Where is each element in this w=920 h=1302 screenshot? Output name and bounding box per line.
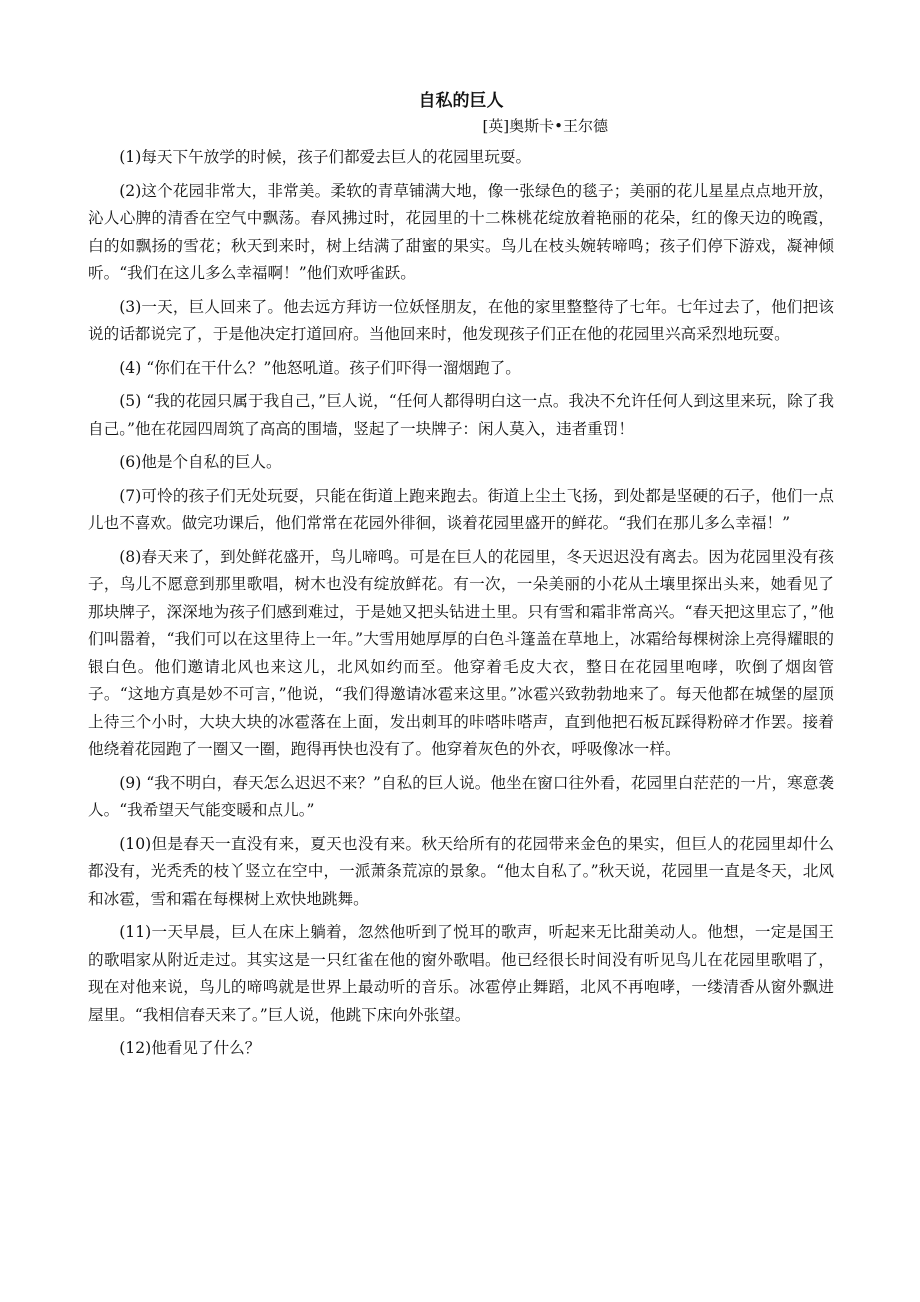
document-title: 自私的巨人 — [418, 91, 504, 111]
paragraph-2: (2)这个花园非常大，非常美。柔软的青草铺满大地，像一张绿色的毯子；美丽的花儿星星点点地开放，沁人心脾的清香在空气中飘荡。春风拂过时，花园里的十二株桃花绽放着艳丽的花朵，红的像天边的晚霞，白的如飘扬的雪花；秋天到来时，树上结满了甜蜜的果实。鸟儿在枝头婉转啼鸣；孩子们停下游戏，凝神倾听。“我们在这儿多么幸福啊！”他们欢呼雀跃。 — [88, 181, 834, 282]
paragraph-5: (5) “我的花园只属于我自己，”巨人说，“任何人都得明白这一点。我决不允许任何人到这里来玩，除了我自己。”他在花园四周筑了高高的围墙，竖起了一块牌子：闲人莫入，违者重罚！ — [88, 392, 834, 438]
paragraph-8: (8)春天来了，到处鲜花盛开，鸟儿啼鸣。可是在巨人的花园里，冬天迟迟没有离去。因为花园里没有孩子，鸟儿不愿意到那里歌唱，树木也没有绽放鲜花。有一次，一朵美丽的小花从土壤里探出头来，她看见了那块牌子，深深地为孩子们感到难过，于是她又把头钻进土里。只有雪和霜非常高兴。“春天把这里忘了，”他们叫嚣着，“我们可以在这里待上一年。”大雪用她厚厚的白色斗篷盖在草地上，冰霜给每棵树涂上亮得耀眼的银白色。他们邀请北风也来这儿，北风如约而至。他穿着毛皮大衣，整日在花园里咆哮，吹倒了烟囱管子。“这地方真是妙不可言，”他说，“我们得邀请冰雹来这里。”冰雹兴致勃勃地来了。每天他都在城堡的屋顶上待三个小时，大块大块的冰雹落在上面，发出刺耳的咔嗒咔嗒声，直到他把石板瓦踩得粉碎才作罢。接着他绕着花园跑了一圈又一圈，跑得再快也没有了。他穿着灰色的外衣，呼吸像冰一样。 — [88, 547, 834, 758]
paragraph-1: (1)每天下午放学的时候，孩子们都爱去巨人的花园里玩耍。 — [119, 148, 532, 166]
paragraph-11: (11)一天早晨，巨人在床上躺着，忽然他听到了悦耳的歌声，听起来无比甜美动人。他想，一定是国王的歌唱家从附近走过。其实这是一只红雀在他的窗外歌唱。他已经很长时间没有听见鸟儿在花园里歌唱了，现在对他来说，鸟儿的啼鸣就是世界上最动听的音乐。冰雹停止舞蹈，北风不再咆哮，一缕清香从窗外飘进屋里。“我相信春天来了。”巨人说，他跳下床向外张望。 — [88, 923, 834, 1024]
paragraph-6: (6)他是个自私的巨人。 — [119, 453, 282, 471]
paragraph-4: (4) “你们在干什么？”他怒吼道。孩子们吓得一溜烟跑了。 — [119, 358, 521, 377]
paragraph-9: (9) “我不明白，春天怎么迟迟不来？”自私的巨人说。他坐在窗口往外看，花园里白茫茫的一片，寒意袭人。“我希望天气能变暖和点儿。” — [88, 773, 834, 819]
document-author: [英]奥斯卡•王尔德 — [482, 117, 608, 135]
paragraph-3: (3)一天，巨人回来了。他去远方拜访一位妖怪朋友，在他的家里整整待了七年。七年过去了，他们把该说的话都说完了，于是他决定打道回府。当他回来时，他发现孩子们正在他的花园里兴高采烈地玩耍。 — [88, 297, 834, 343]
document-page — [88, 88, 834, 1069]
paragraph-7: (7)可怜的孩子们无处玩耍，只能在街道上跑来跑去。街道上尘土飞扬，到处都是坚硬的石子，他们一点儿也不喜欢。做完功课后，他们常常在花园外徘徊，谈着花园里盛开的鲜花。“我们在那儿多么幸福！” — [88, 486, 834, 532]
paragraph-10: (10)但是春天一直没有来，夏天也没有来。秋天给所有的花园带来金色的果实，但巨人的花园里却什么都没有，光秃秃的枝丫竖立在空中，一派萧条荒凉的景象。“他太自私了。”秋天说，花园里一直是冬天，北风和冰雹，雪和霜在每棵树上欢快地跳舞。 — [88, 834, 834, 908]
paragraph-12: (12)他看见了什么？ — [119, 1039, 261, 1057]
